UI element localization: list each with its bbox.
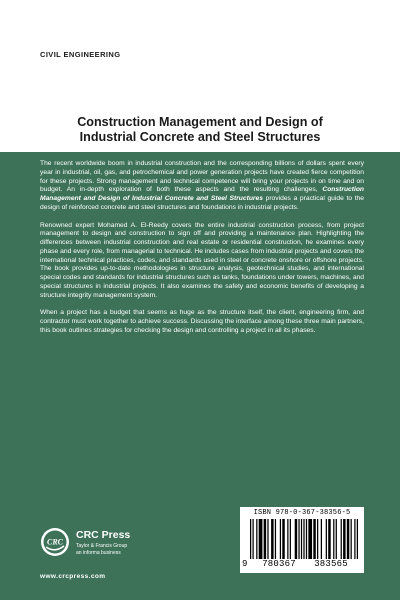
title-line-1: Construction Management and Design of (77, 115, 323, 129)
barcode-bar (275, 519, 276, 559)
title-line-2: Industrial Concrete and Steel Structures (79, 130, 321, 144)
barcode-bar (264, 519, 266, 559)
publisher-tagline: an informa business (76, 550, 121, 556)
barcode-bar (333, 519, 334, 559)
category-label: CIVIL ENGINEERING (40, 50, 121, 59)
barcode-bar (295, 519, 297, 559)
isbn-barcode (240, 507, 364, 573)
barcode-bar (336, 519, 337, 559)
barcode-bar (317, 519, 318, 559)
barcode-bar (328, 519, 330, 559)
barcode-bar (267, 519, 268, 559)
description-text (40, 160, 364, 345)
barcode-bar (321, 519, 322, 559)
barcode-bar (357, 519, 358, 559)
publisher-website: www.crcpress.com (40, 573, 106, 580)
publisher-logo (40, 526, 160, 588)
barcode-bar (301, 519, 302, 559)
barcode-bar (306, 519, 307, 559)
barcode-bar (351, 519, 352, 559)
barcode-bar (290, 519, 291, 559)
barcode-bar (252, 519, 253, 559)
paragraph-1-text-b: provides a practical guide to the design of reinforced concrete and steel structures and foundations in industrial projects. (40, 195, 364, 211)
barcode-bar (256, 519, 257, 559)
barcode-bar (287, 519, 288, 559)
book-title (20, 115, 380, 145)
barcode-bar (308, 519, 312, 559)
barcode-bar (341, 519, 342, 559)
isbn-number: ISBN 978-0-367-38356-5 (253, 509, 351, 517)
barcode-bar (326, 519, 327, 559)
barcode-left-digits: 780367 (262, 559, 296, 569)
barcode-bar (343, 519, 345, 559)
paragraph-1-book-title: Construction Management and Design of Industrial Concrete and Steel Structures (40, 186, 364, 202)
barcode-bar (250, 519, 251, 559)
paragraph-1-text-a: The recent worldwide boom in industrial construction and the corresponding billions of dollars spent every year in industrial, oil, gas, and petrochemical and power generation projects have created fierce competition for these projects. Strong management and technical competence will bring your projects in on time and on budget. An in-depth exploration of both these aspects and the resulting challenges, (40, 160, 364, 194)
paragraph-1 (40, 160, 364, 213)
logo-letters: CRC (46, 537, 64, 547)
barcode-bar (303, 519, 304, 559)
barcode-first-digit: 9 (242, 559, 248, 569)
paragraph-2: Renowned expert Mohamed A. El-Reedy covers the entire industrial construction process, from project management to design and construction to sign off and providing a maintenance plan. Highlighting the differences between industrial construction and real estate or residential construction, he examines every phase and every role, from managerial to technical. He includes cases from industrial projects and covers the international technical practices, codes, and standards used in steel or concrete onshore or offshore projects. The book provides up-to-date methodologies in structure analysis, geotechnical studies, and international special codes and standards for industrial structures such as tanks, foundations under towers, machines, and special structures in industrial projects. It also examines the safety and economic benefits of developing a structure integrity management system. (40, 221, 364, 299)
barcode-digits (240, 559, 364, 571)
barcode-bar (282, 519, 284, 559)
cover-top (0, 0, 400, 152)
barcode-right-digits: 383565 (314, 559, 348, 569)
barcode-bars (250, 519, 358, 559)
barcode-bar (298, 519, 299, 559)
barcode-bar (280, 519, 281, 559)
description-panel (0, 152, 400, 600)
barcode-bar (354, 519, 355, 559)
publisher-group: Taylor & Francis Group (76, 543, 128, 549)
crc-press-logo-icon (40, 527, 70, 557)
barcode-bar (259, 519, 263, 559)
publisher-name: CRC Press (76, 529, 131, 541)
barcode-bar (313, 519, 315, 559)
barcode-bar (271, 519, 273, 559)
paragraph-3: When a project has a budget that seems as huge as the structure itself, the client, engineering firm, and contractor must work together to achieve success. Discussing the interface among these three main partners, this book outlines strategies for checking the design and controlling a project in all its phases. (40, 309, 364, 334)
barcode-bar (347, 519, 349, 559)
